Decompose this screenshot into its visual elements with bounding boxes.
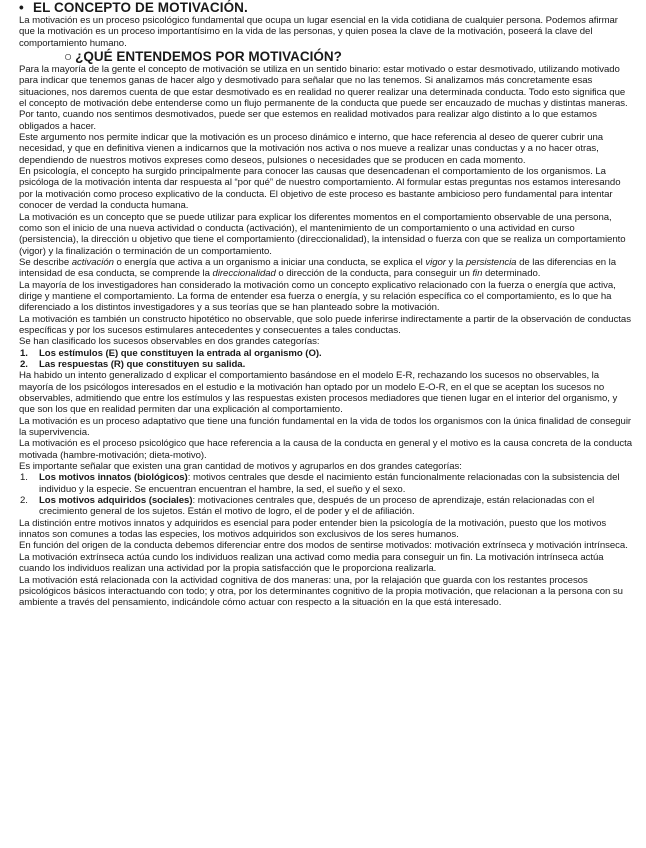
paragraph-dynamic-process: Este argumento nos permite indicar que la motivación es un proceso dinámico e interno, que hace referencia al deseo de querer cubrir una necesidad, y que en definitiva vienen a indicarnos que la motivación nos activa o nos mueve a realizar unas conductas y a no hacer otras, dependiendo de nuestros motivos expreses como deseos, pulsiones o necesidades que se producen en cada momento. [19, 132, 604, 166]
paragraph-distinction: La distinción entre motivos innatos y adquiridos es esencial para poder entender bien la psicología de la motivación, puesto que los motivos innatos son comunes a todas las especies, los motivos adquiridos son exclusivos de los seres humanos. [19, 517, 607, 541]
list-number: 2. [20, 495, 28, 507]
list-item-term: Los motivos innatos (biológicos) [39, 472, 188, 484]
term-persistencia: persistencia [465, 256, 517, 268]
main-heading-text: EL CONCEPTO DE MOTIVACIÓN. [33, 0, 248, 15]
main-heading [19, 0, 633, 15]
text-run: o dirección de la conducta, para conseguir un [275, 268, 473, 280]
list-item-text: Los estímulos (E) que constituyen la entrada al organismo (O). [39, 347, 322, 359]
paragraph-cause: La motivación es el proceso psicológico que hace referencia a la causa de la conducta en general y el motivo es la causa concreta de la conducta motivada (hambre-motivación; dieta-motivo). [19, 438, 633, 461]
circle-bullet-icon: ○ [64, 49, 73, 65]
list-number: 1. [20, 347, 28, 359]
observable-events-list [19, 348, 633, 371]
paragraph-binary-sense: Para la mayoría de la gente el concepto de motivación se utiliza en un sentido binario: estar motivado o estar desmotivado, utilizando motivado para indicar que tenemos ganas de hacer algo y desmotivado para señalar que no las tenemos. Si analizamos más concretamente esas situaciones, nos daremos cuenta de que estar desmotivado es en realidad no querer realizar una determinada conducta. Todo esto significa que el concepto de motivación debe entenderse como un flujo permanente de la conducta que puede ser encauzado de muchas y distintas maneras. Por tanto, cuando nos sentimos desmotivados, puede ser que estemos en realidad motivados para realizar algo distinto a lo que estamos obligados a hacer. [19, 64, 628, 132]
list-item [19, 472, 633, 495]
paragraph-moments: La motivación es un concepto que se puede utilizar para explicar los diferentes momentos en el comportamiento observable de una persona, como son el inicio de una nueva actividad o conducta (activación), el mantenimiento de un comportamiento o una actividad en curso (persistencia), la dirección u objetivo que tiene el comportamiento (direccionalidad), la intensidad o fuerza con que se realiza un comportamiento (vigor) y la finalización o terminación de un comportamiento. [19, 211, 626, 257]
term-direccionalidad: direccionalidad [212, 268, 276, 280]
paragraph-activation [19, 257, 633, 280]
list-item [19, 359, 633, 370]
paragraph-motives-intro: Es importante señalar que existen una gran cantidad de motivos y agruparlos en dos grandes categorías: [19, 461, 462, 473]
paragraph-intro: La motivación es un proceso psicológico fundamental que ocupa un lugar esencial en la vida cotidiana de cualquier persona. Podemos afirmar que la motivación es un proceso importantísimo en la vida de las personas, y quien posea la clave de la motivación, poseerá la clave del comportamiento humano. [19, 15, 618, 49]
paragraph-cognitive: La motivación está relacionada con la actividad cognitiva de dos maneras: una, por la relajación que guarda con los restantes procesos psicológicos básicos interactuando con todo; y otra, por los determinantes cognitivo de la propia motivación, que relacionan a la persona con su ambiente a través del pensamiento, indicándole cómo actuar con respecto a la situación en la que está interesado. [19, 574, 623, 609]
term-fin: fin [472, 268, 483, 280]
bullet-icon: • [19, 0, 24, 15]
paragraph-adaptive: La motivación es un proceso adaptativo que tiene una función fundamental en la vida de todos los organismos con la única finalidad de conseguir la supervivencia. [19, 415, 632, 439]
paragraph-researchers: La mayoría de los investigadores han considerado la motivación como un concepto explicativo relacionado con la fuerza o energía que activa, dirige y mantiene el comportamiento. La forma de entender esa fuerza o energía, y su relación específica co el comportamiento, es lo que ha diferenciado a los distintos investigadores y a sus teorías que se han planteado sobre la motivación. [19, 279, 616, 314]
paragraph-psychology: En psicología, el concepto ha surgido principalmente para conocer las causas que desencadenan el comportamiento de los organismos. La psicóloga de la motivación intenta dar respuesta al “por qué” de nuestro comportamiento. Al formular estas preguntas nos estamos interesando por la motivación como proceso explicativo de la conducta. El objetivo de este proceso es bastante ambicioso pero fundamental para intentar conocer de verdad la conducta humana. [19, 166, 621, 212]
term-vigor: vigor [425, 256, 446, 268]
motives-list [19, 472, 633, 517]
sub-heading-text: ¿QUÉ ENTENDEMOS POR MOTIVACIÓN? [75, 49, 342, 65]
paragraph-model-eor: Ha habido un intento generalizado d explicar el comportamiento basándose en el modelo E-R, rechazando los sucesos no observables, la mayoría de los psicólogos interesados en el estudio e la motivación han optado por un modelo E-O-R, en el que se aceptan los sucesos no observables, admitiendo que entre los estímulos y las respuestas existen procesos mediadores que tienen lugar en el interior del organismo, y que son los que en realidad permiten dar una explicación al comportamiento. [19, 370, 618, 416]
list-item [19, 495, 633, 518]
text-run: o energía que activa a un organismo a iniciar una conducta, se explica el [113, 256, 426, 268]
list-item-text: : motivaciones centrales que, después de un proceso de aprendizaje, están relacionadas con el crecimiento general de los sujetos. Están el motivo de logro, el de poder y el de afiliación. [39, 495, 595, 518]
text-run: determinado. [482, 268, 541, 280]
paragraph-construct: La motivación es también un constructo hipotético no observable, que solo puede inferirse indirectamente a partir de la observación de conductas específicas y por los sucesos estimulares antecedentes y consecuentes a tales conductas. [19, 313, 631, 336]
paragraph-categories-intro: Se han clasificado los sucesos observables en dos grandes categorías: [19, 336, 320, 348]
paragraph-extrinsic-intrinsic: En función del origen de la conducta debemos diferenciar entre dos modos de sentirse motivados: motivación extrínseca y motivación intrínseca. La motivación extrínseca actúa cundo los individuos realizan una activad como media para conseguir un fin. La motivación intrínseca actúa cuando los individuos realizan una actividad por la propia satisfacción que le proporciona realizarla. [19, 540, 628, 575]
sub-heading [64, 49, 633, 64]
text-run: y la [445, 256, 466, 268]
list-item-text: Las respuestas (R) que constituyen su salida. [39, 358, 246, 370]
list-number: 1. [20, 472, 28, 484]
term-activacion: activación [71, 256, 114, 268]
text-run: Se describe [19, 256, 72, 268]
text-run: de las diferencias en la intensidad de esa conducta, se comprende la [19, 256, 617, 280]
list-item-text: : motivos centrales que desde el nacimiento están funcionalmente relacionadas con la subsistencia del individuo y la especie. Se encuentran encuentran el hambre, la sed, el sueño y el sexo. [39, 472, 620, 495]
list-item-term: Los motivos adquiridos (sociales) [39, 495, 193, 507]
list-item [19, 348, 633, 359]
list-number: 2. [20, 358, 28, 370]
